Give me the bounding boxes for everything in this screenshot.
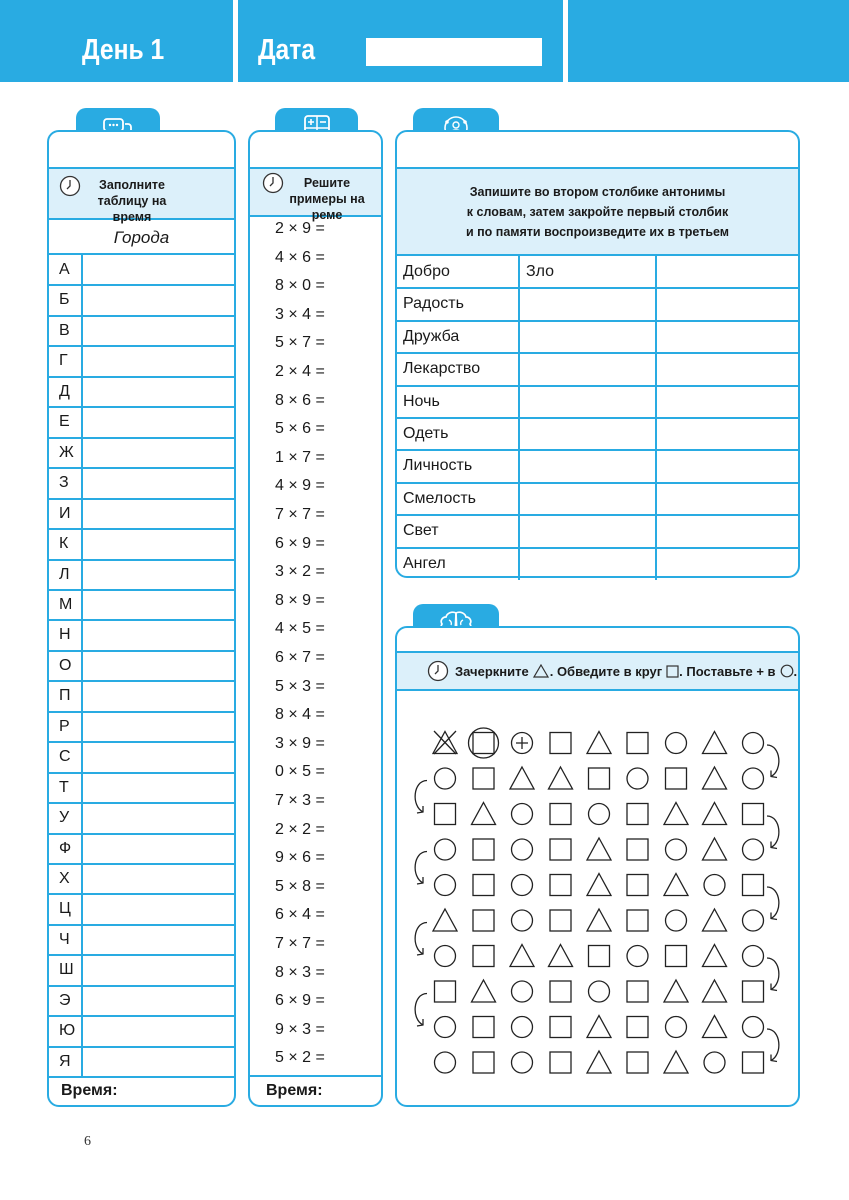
shapes-grid[interactable]: [397, 715, 798, 1095]
city-letter: Ц: [59, 900, 71, 918]
cities-row-line: [49, 498, 234, 500]
cities-row-line: [49, 893, 234, 895]
grid-square[interactable]: [743, 875, 764, 896]
city-letter: Я: [59, 1052, 71, 1070]
math-answer-cell[interactable]: [340, 647, 378, 669]
math-answer-cell[interactable]: [340, 847, 378, 869]
antonym-recall-cell[interactable]: [660, 259, 796, 285]
arrow-left-turn: [415, 994, 427, 1026]
cities-row-line: [49, 345, 234, 347]
grid-triangle[interactable]: [703, 767, 727, 789]
grid-circle[interactable]: [666, 733, 687, 754]
city-answer-cell[interactable]: [84, 622, 232, 648]
math-answer-cell[interactable]: [340, 275, 378, 297]
grid-circle[interactable]: [512, 1017, 533, 1038]
math-answer-cell[interactable]: [340, 990, 378, 1012]
city-letter: К: [59, 535, 69, 553]
antonyms-instruction-line-1: Запишите во втором столбике антонимы: [469, 185, 726, 199]
math-answer-cell[interactable]: [340, 247, 378, 269]
grid-circle[interactable]: [435, 946, 456, 967]
grid-square[interactable]: [473, 839, 494, 860]
cities-row-line: [49, 528, 234, 530]
cities-row-line: [49, 559, 234, 561]
arrow-right-turn: [767, 816, 779, 848]
math-example: 6 × 7 =: [275, 649, 325, 666]
grid-circle[interactable]: [512, 804, 533, 825]
cities-header-line: [49, 253, 234, 255]
grid-circle[interactable]: [512, 875, 533, 896]
grid-circle[interactable]: [743, 733, 764, 754]
cities-instruction: Заполните таблицу на время: [97, 178, 167, 224]
grid-square[interactable]: [435, 981, 456, 1002]
square-icon: [666, 665, 679, 678]
grid-triangle[interactable]: [510, 945, 534, 967]
grid-square[interactable]: [473, 1052, 494, 1073]
cities-row-line: [49, 467, 234, 469]
city-letter: И: [59, 504, 71, 522]
grid-circle[interactable]: [666, 910, 687, 931]
antonym-word: Смелость: [403, 489, 476, 507]
math-example: 3 × 9 =: [275, 734, 325, 752]
grid-triangle[interactable]: [587, 1016, 611, 1038]
grid-square[interactable]: [550, 1017, 571, 1038]
city-answer-cell[interactable]: [84, 988, 232, 1014]
math-example: 4 × 6 =: [275, 248, 325, 266]
cities-row-line: [49, 284, 234, 286]
grid-square[interactable]: [550, 981, 571, 1002]
city-answer-cell[interactable]: [84, 683, 232, 709]
math-example: 6 × 4 =: [275, 906, 325, 924]
cities-row-line: [49, 315, 234, 317]
grid-square[interactable]: [627, 1052, 648, 1073]
antonyms-row-line: [397, 482, 798, 484]
math-answer-cell[interactable]: [340, 876, 378, 898]
grid-square[interactable]: [627, 875, 648, 896]
grid-circle[interactable]: [512, 839, 533, 860]
grid-square[interactable]: [666, 768, 687, 789]
grid-circle[interactable]: [627, 946, 648, 967]
cross-mark: [434, 731, 456, 754]
grid-triangle[interactable]: [587, 909, 611, 931]
grid-circle[interactable]: [435, 875, 456, 896]
city-answer-cell[interactable]: [84, 379, 232, 405]
antonyms-row-line: [397, 514, 798, 516]
grid-circle[interactable]: [704, 1052, 725, 1073]
instruction-plus-text: . Поставьте + в: [679, 663, 776, 679]
math-answer-cell[interactable]: [340, 733, 378, 755]
grid-square[interactable]: [550, 733, 571, 754]
cities-row-line: [49, 437, 234, 439]
city-answer-cell[interactable]: [84, 409, 232, 435]
math-answer-cell[interactable]: [340, 676, 378, 698]
grid-square[interactable]: [627, 733, 648, 754]
antonym-recall-cell[interactable]: [660, 324, 796, 350]
city-letter: Е: [59, 413, 70, 431]
city-answer-cell[interactable]: [84, 775, 232, 801]
grid-triangle[interactable]: [664, 1051, 688, 1073]
antonym-recall-cell[interactable]: [660, 389, 796, 415]
city-answer-cell[interactable]: [84, 866, 232, 892]
cities-row-line: [49, 619, 234, 621]
date-field[interactable]: [366, 38, 542, 66]
math-answer-cell[interactable]: [340, 418, 378, 440]
math-example: 7 × 7 =: [275, 506, 325, 523]
city-answer-cell[interactable]: [84, 562, 232, 588]
math-example: 5 × 8 =: [275, 877, 325, 895]
grid-square[interactable]: [473, 875, 494, 896]
city-answer-cell[interactable]: [84, 501, 232, 527]
antonym-word: Свет: [403, 522, 439, 540]
city-letter: У: [59, 809, 70, 827]
city-letter: Э: [59, 991, 71, 1009]
cities-row-line: [49, 772, 234, 774]
math-example: 5 × 2 =: [275, 1049, 325, 1067]
city-letter: Л: [59, 565, 70, 583]
grid-triangle[interactable]: [587, 838, 611, 860]
grid-circle[interactable]: [589, 981, 610, 1002]
grid-circle[interactable]: [743, 839, 764, 860]
antonyms-instruction: [397, 182, 798, 242]
cities-row-line: [49, 863, 234, 865]
math-example: 5 × 7 =: [275, 334, 325, 352]
day-title: День 1: [82, 34, 165, 66]
grid-circle[interactable]: [512, 981, 533, 1002]
math-example: 6 × 9 =: [275, 992, 325, 1010]
grid-triangle[interactable]: [703, 838, 727, 860]
city-letter: Ю: [59, 1022, 76, 1040]
city-answer-cell[interactable]: [84, 653, 232, 679]
math-answer-cell[interactable]: [340, 618, 378, 640]
city-letter: Н: [59, 626, 71, 644]
grid-triangle[interactable]: [510, 767, 534, 789]
city-letter: Т: [59, 778, 69, 796]
math-answer-cell[interactable]: [340, 904, 378, 926]
arrow-right-turn: [767, 887, 779, 919]
cities-time-label: Время:: [61, 1082, 118, 1099]
math-answer-cell[interactable]: [340, 819, 378, 841]
grid-triangle[interactable]: [664, 874, 688, 896]
cities-row-line: [49, 741, 234, 743]
grid-circle[interactable]: [512, 1052, 533, 1073]
city-letter: З: [59, 474, 69, 492]
grid-square[interactable]: [473, 733, 494, 754]
grid-triangle[interactable]: [703, 945, 727, 967]
antonym-word: Радость: [403, 295, 464, 313]
antonym-answer[interactable]: Зло: [526, 263, 555, 280]
city-answer-cell[interactable]: [84, 348, 232, 374]
city-answer-cell[interactable]: [84, 440, 232, 466]
arrow-right-turn: [767, 958, 779, 990]
city-answer-cell[interactable]: [84, 805, 232, 831]
clock-icon: [59, 175, 81, 197]
math-answer-cell[interactable]: [340, 933, 378, 955]
math-answer-cell[interactable]: [340, 361, 378, 383]
grid-square[interactable]: [627, 839, 648, 860]
grid-square[interactable]: [550, 1052, 571, 1073]
math-example: 2 × 9 =: [275, 220, 325, 237]
math-example: 4 × 9 =: [275, 477, 325, 495]
instruction-cross-text: Зачеркните: [455, 663, 529, 679]
grid-triangle[interactable]: [703, 980, 727, 1002]
math-example: 8 × 9 =: [275, 591, 325, 609]
city-letter: М: [59, 595, 73, 613]
grid-triangle[interactable]: [664, 803, 688, 825]
antonyms-row-line: [397, 385, 798, 387]
header-right-block: [568, 0, 849, 82]
grid-square[interactable]: [743, 1052, 764, 1073]
antonym-recall-cell[interactable]: [660, 486, 796, 512]
plus-mark: [516, 737, 528, 749]
grid-square[interactable]: [550, 839, 571, 860]
grid-square[interactable]: [473, 910, 494, 931]
city-letter: Б: [59, 291, 70, 309]
city-answer-cell[interactable]: [84, 836, 232, 862]
cities-row-line: [49, 833, 234, 835]
antonym-word: Ночь: [403, 392, 440, 410]
math-example: 3 × 4 =: [275, 305, 325, 323]
math-example: 8 × 6 =: [275, 391, 325, 409]
grid-circle[interactable]: [512, 910, 533, 931]
math-example: 0 × 5 =: [275, 763, 325, 781]
arrow-right-turn: [767, 745, 779, 777]
grid-square[interactable]: [627, 804, 648, 825]
grid-square[interactable]: [550, 875, 571, 896]
city-answer-cell[interactable]: [84, 744, 232, 770]
grid-triangle[interactable]: [664, 980, 688, 1002]
clock-icon: [427, 660, 449, 682]
cities-row-line: [49, 376, 234, 378]
arrow-right-turn: [767, 1029, 779, 1061]
city-answer-cell[interactable]: [84, 531, 232, 557]
math-answer-cell[interactable]: [340, 533, 378, 555]
city-answer-cell[interactable]: [84, 470, 232, 496]
grid-square[interactable]: [666, 946, 687, 967]
antonyms-instruction-line-3: и по памяти воспроизведите их в третьем: [465, 225, 730, 239]
antonym-recall-cell[interactable]: [660, 551, 796, 577]
math-example: 2 × 4 =: [275, 363, 325, 380]
antonym-word: Личность: [403, 457, 473, 475]
city-answer-cell[interactable]: [84, 257, 232, 283]
city-letter: С: [59, 748, 71, 766]
math-example: 9 × 6 =: [275, 849, 325, 867]
grid-square[interactable]: [550, 910, 571, 931]
math-instruction: Решите примеры на реме: [289, 176, 365, 222]
grid-triangle[interactable]: [433, 909, 457, 931]
antonym-recall-cell[interactable]: [660, 291, 796, 317]
grid-circle[interactable]: [435, 1052, 456, 1073]
math-answer-cell[interactable]: [340, 761, 378, 783]
city-answer-cell[interactable]: [84, 592, 232, 618]
grid-square[interactable]: [627, 910, 648, 931]
math-example: 8 × 3 =: [275, 963, 325, 981]
grid-triangle[interactable]: [587, 874, 611, 896]
city-letter: П: [59, 687, 71, 705]
antonyms-row-line: [397, 417, 798, 419]
grid-square[interactable]: [627, 1017, 648, 1038]
date-title: Дата: [258, 34, 316, 66]
arrow-left-turn: [415, 923, 427, 955]
cities-row-line: [49, 650, 234, 652]
math-footer-line: [250, 1075, 381, 1077]
grid-triangle[interactable]: [549, 945, 573, 967]
math-example: 5 × 3 =: [275, 677, 325, 695]
grid-circle[interactable]: [666, 1017, 687, 1038]
city-answer-cell[interactable]: [84, 1018, 232, 1044]
antonym-recall-cell[interactable]: [660, 356, 796, 382]
grid-circle[interactable]: [627, 768, 648, 789]
math-answer-cell[interactable]: [340, 390, 378, 412]
math-example: 7 × 7 =: [275, 935, 325, 952]
city-answer-cell[interactable]: [84, 714, 232, 740]
city-letter: Д: [59, 382, 70, 400]
cities-row-line: [49, 680, 234, 682]
math-example: 6 × 9 =: [275, 534, 325, 552]
cities-row-line: [49, 985, 234, 987]
math-example: 2 × 2 =: [275, 820, 325, 838]
grid-triangle[interactable]: [703, 732, 727, 754]
grid-square[interactable]: [435, 804, 456, 825]
math-answer-cell[interactable]: [340, 447, 378, 469]
cities-row-line: [49, 1076, 234, 1078]
cities-row-line: [49, 1015, 234, 1017]
antonym-word: Одеть: [403, 425, 449, 442]
math-example: 3 × 2 =: [275, 563, 325, 581]
antonym-recall-cell[interactable]: [660, 421, 796, 447]
grid-circle[interactable]: [704, 875, 725, 896]
circle-icon: [780, 664, 794, 678]
grid-triangle[interactable]: [472, 980, 496, 1002]
city-letter: Г: [59, 352, 68, 370]
city-answer-cell[interactable]: [84, 287, 232, 313]
city-letter: О: [59, 656, 72, 674]
cities-row-line: [49, 711, 234, 713]
math-answer-cell[interactable]: [340, 590, 378, 612]
city-letter: Ч: [59, 930, 70, 948]
instruction-circle-text: . Обведите в круг: [549, 663, 663, 679]
math-answer-cell[interactable]: [340, 475, 378, 497]
city-answer-cell[interactable]: [84, 1049, 232, 1075]
triangle-icon: [533, 664, 549, 678]
antonym-word: Ангел: [403, 554, 446, 572]
arrow-left-turn: [415, 852, 427, 884]
grid-circle[interactable]: [589, 804, 610, 825]
grid-triangle[interactable]: [703, 1016, 727, 1038]
math-example: 8 × 4 =: [275, 706, 325, 724]
math-answer-cell[interactable]: [340, 704, 378, 726]
arrow-left-turn: [415, 781, 427, 813]
math-time-label: Время:: [266, 1082, 323, 1099]
cities-column-title: Города: [113, 228, 170, 247]
grid-circle[interactable]: [435, 768, 456, 789]
math-example: 1 × 7 =: [275, 448, 325, 466]
grid-square[interactable]: [589, 946, 610, 967]
math-example: 5 × 6 =: [275, 420, 325, 438]
grid-square[interactable]: [550, 804, 571, 825]
page-number: 6: [84, 1134, 91, 1149]
city-letter: А: [59, 261, 70, 278]
city-letter: Ш: [59, 961, 74, 979]
cities-row-line: [49, 406, 234, 408]
city-letter: Х: [59, 870, 70, 887]
cities-row-line: [49, 589, 234, 591]
grid-square[interactable]: [627, 981, 648, 1002]
antonyms-row-line: [397, 352, 798, 354]
math-example: 7 × 3 =: [275, 792, 325, 809]
antonym-recall-cell[interactable]: [660, 453, 796, 479]
antonyms-row-line: [397, 547, 798, 549]
city-letter: Р: [59, 717, 70, 735]
grid-triangle[interactable]: [703, 909, 727, 931]
shapes-instruction: [427, 660, 797, 682]
grid-circle[interactable]: [666, 839, 687, 860]
grid-circle[interactable]: [743, 1017, 764, 1038]
city-answer-cell[interactable]: [84, 957, 232, 983]
grid-triangle[interactable]: [587, 1051, 611, 1073]
grid-circle[interactable]: [743, 768, 764, 789]
antonym-word: Добро: [403, 263, 450, 280]
math-answer-cell[interactable]: [340, 1047, 378, 1069]
math-example: 9 × 3 =: [275, 1020, 325, 1038]
cities-row-line: [49, 1046, 234, 1048]
city-answer-cell[interactable]: [84, 896, 232, 922]
math-example: 8 × 0 =: [275, 277, 325, 295]
antonym-word: Лекарство: [403, 360, 481, 378]
antonyms-row-line: [397, 287, 798, 289]
antonyms-row-line: [397, 449, 798, 451]
city-letter: Ф: [59, 839, 72, 857]
math-example: 4 × 5 =: [275, 620, 325, 638]
cities-row-line: [49, 924, 234, 926]
math-answer-cell[interactable]: [340, 332, 378, 354]
city-answer-cell[interactable]: [84, 927, 232, 953]
math-answer-cell[interactable]: [340, 962, 378, 984]
cities-row-line: [49, 802, 234, 804]
grid-square[interactable]: [743, 981, 764, 1002]
antonym-recall-cell[interactable]: [660, 518, 796, 544]
city-letter: В: [59, 321, 70, 339]
city-answer-cell[interactable]: [84, 318, 232, 344]
cities-row-line: [49, 954, 234, 956]
grid-square[interactable]: [473, 1017, 494, 1038]
grid-square[interactable]: [743, 804, 764, 825]
grid-square[interactable]: [473, 768, 494, 789]
math-answer-cell[interactable]: [340, 304, 378, 326]
grid-circle[interactable]: [435, 1017, 456, 1038]
math-answer-cell[interactable]: [340, 504, 378, 526]
grid-circle[interactable]: [435, 839, 456, 860]
city-letter: Ж: [59, 443, 74, 461]
math-answer-cell[interactable]: [340, 1019, 378, 1041]
grid-square[interactable]: [589, 768, 610, 789]
grid-square[interactable]: [473, 946, 494, 967]
instruction-end-text: .: [793, 663, 798, 679]
math-answer-cell[interactable]: [340, 561, 378, 583]
antonym-word: Дружба: [403, 327, 460, 345]
grid-triangle[interactable]: [587, 732, 611, 754]
math-answer-cell[interactable]: [340, 790, 378, 812]
grid-triangle[interactable]: [703, 803, 727, 825]
grid-triangle[interactable]: [472, 803, 496, 825]
grid-circle[interactable]: [743, 946, 764, 967]
grid-triangle[interactable]: [549, 767, 573, 789]
antonyms-row-line: [397, 320, 798, 322]
grid-circle[interactable]: [743, 910, 764, 931]
math-answer-cell[interactable]: [340, 218, 378, 240]
antonyms-instruction-line-2: к словам, затем закройте первый столбик: [466, 205, 729, 219]
